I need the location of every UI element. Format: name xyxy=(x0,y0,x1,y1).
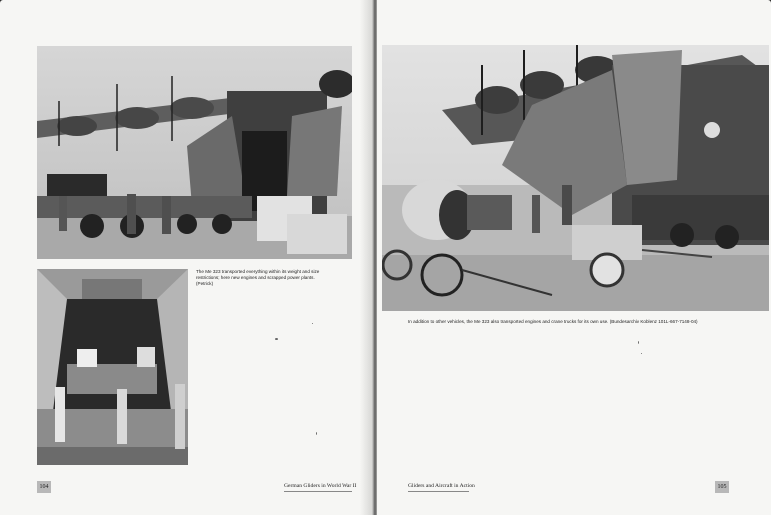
right-page xyxy=(377,0,771,515)
page-speck xyxy=(316,432,317,435)
footer-rule-right xyxy=(408,491,469,492)
photo-bottom-left xyxy=(37,269,188,465)
running-footer-right: Gliders and Aircraft in Action xyxy=(408,483,475,489)
left-page xyxy=(0,0,374,515)
page-speck xyxy=(312,323,313,324)
photo-right xyxy=(382,45,769,311)
footer-rule-left xyxy=(284,491,352,492)
caption-crane-trucks: In addition to other vehicles, the Me 323 also transported engines and crane trucks for its own use. (Bundesarchiv Koblenz 101L-667-7148-04) xyxy=(408,319,698,324)
page-number-left: 104 xyxy=(37,481,51,493)
running-footer-left: German Gliders in World War II xyxy=(284,483,357,489)
page-speck xyxy=(641,353,642,354)
page-speck xyxy=(638,341,639,344)
photo-top-left xyxy=(37,46,352,259)
page-speck xyxy=(275,338,278,340)
caption-engines: The Me 323 transported everything within its weight and size restrictions; here new engines and scrapped power plants. (Petrick) xyxy=(196,269,320,287)
page-number-right: 105 xyxy=(715,481,729,493)
